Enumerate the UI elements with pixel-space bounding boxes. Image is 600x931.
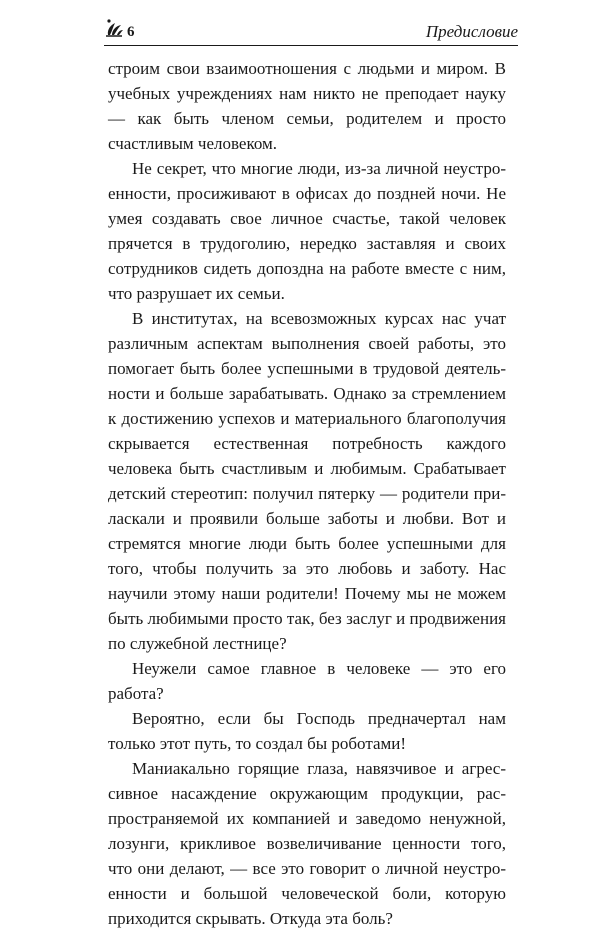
header-rule [104,45,518,46]
running-header [104,13,518,43]
paragraph: Вероятно, если бы Господь предначертал нам только этот путь, то создал бы роботами! [108,709,506,753]
paragraph: строим свои взаимоотношения с людьми и миром. В учебных учреждениях нам никто не преподает науку — как быть членом семьи, родителем и просто счастливым человеком. [108,59,506,153]
paragraph: Неужели самое главное в человеке — это его работа? [108,659,506,703]
page-number: 6 [127,24,135,40]
paragraph: Маниакально горящие глаза, навязчивое и агрессивное насаждение окружающим продукции, распространяемой их компанией и заведомо ненужной, лозунги, крикливое возвеличивание ценности того, что они делают, — все это говорит о личной неустроенности и большой человеческой боли, которую приходится скрывать. Откуда эта боль? [108,759,506,928]
body-text [108,56,506,931]
section-title: Предисловие [425,22,518,41]
fleuron-ornament-icon [104,17,124,39]
paragraph: Не секрет, что многие люди, из-за личной неустроенности, просиживают в офисах до поздней ночи. Не умея создавать свое личное счастье, такой человек прячется в трудоголию, нередко заставляя и своих сотрудников сидеть допоздна на работе вместе с ним, что разрушает их семьи. [108,159,506,303]
paragraph: В институтах, на всевозможных курсах нас учат различным аспектам выполнения своей работы, это помогает быть более успешными в трудовой деятельности и больше зарабатывать. Однако за стремлением к достижению успехов и материального благополучия скрывается естественная потребность каждого человека быть счастливым и любимым. Срабатывает детский стереотип: получил пятерку — родители приласкали и проявили больше заботы и любви. Вот и стремятся многие люди быть более успешными для того, чтобы получить за это любовь и заботу. Нас научили этому наши родители! Почему мы не можем быть любимыми просто так, без заслуг и продвижения по служебной лестнице? [108,309,506,653]
